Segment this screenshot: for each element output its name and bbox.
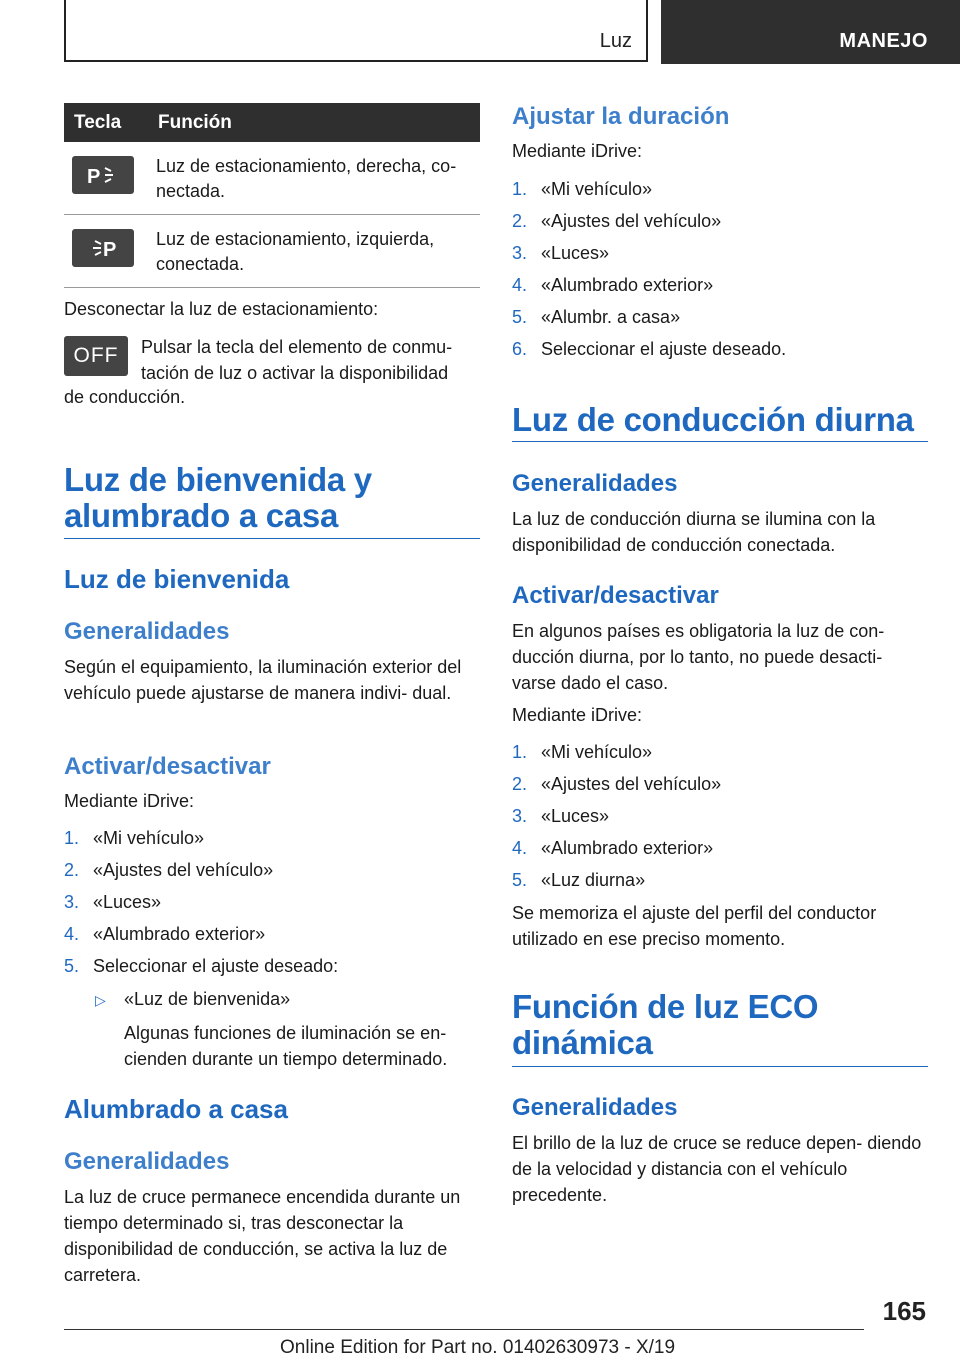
svg-text:P: P (103, 239, 117, 261)
disconnect-line-1: Pulsar la tecla del elemento de conmu- (141, 337, 453, 357)
welcome-sub-item: «Luz de bienvenida» (124, 989, 291, 1009)
table-cell-function: Luz de estacionamiento, derecha, co- nectada. (156, 142, 480, 215)
parking-light-left-icon (72, 229, 134, 267)
list-item: 6. Seleccionar el ajuste deseado. (512, 339, 787, 359)
duration-title: Ajustar la duración (512, 103, 730, 130)
header-section-title: Luz (599, 30, 632, 52)
welcome-steps-list (64, 822, 480, 982)
list-item: 5. «Luz diurna» (512, 870, 646, 890)
disconnect-line-2: tación de luz o activar la disponibilidad (141, 363, 449, 383)
table-row (64, 215, 480, 288)
duration-idrive-label: Mediante iDrive: (512, 141, 643, 161)
welcome-general-text: Según el equipamiento, la iluminación exterior del vehículo puede ajustarse de manera indivi- dual. (64, 657, 462, 703)
table-header-key: Tecla (64, 103, 156, 142)
footer-edition: Online Edition for Part no. 01402630973 - X/19 (280, 1337, 676, 1358)
section-rule (64, 538, 480, 539)
home-general-text: La luz de cruce permanece encendida durante un tiempo determinado si, tras desconectar la disponibilidad de conducción, se activa la luz de carretera. (64, 1187, 461, 1285)
welcome-subtitle: Luz de bienvenida (64, 564, 290, 594)
eco-general-heading: Generalidades (512, 1094, 678, 1121)
home-general-heading: Generalidades (64, 1148, 230, 1175)
list-item: 5. «Alumbr. a casa» (512, 307, 681, 327)
disconnect-line-3: de conducción. (64, 387, 186, 407)
disconnect-intro: Desconectar la luz de estacionamiento: (64, 299, 379, 319)
daytime-activate-heading: Activar/desactivar (512, 582, 719, 609)
welcome-sub-item-text: Algunas funciones de iluminación se en- cienden durante un tiempo determinado. (124, 1023, 448, 1069)
home-title: Alumbrado a casa (64, 1094, 288, 1124)
list-item: 4. «Alumbrado exterior» (64, 924, 266, 944)
welcome-general-heading: Generalidades (64, 618, 230, 645)
list-item: 2. «Ajustes del vehículo» (512, 211, 722, 231)
welcome-activate-heading: Activar/desactivar (64, 753, 271, 780)
welcome-idrive-label: Mediante iDrive: (64, 791, 195, 811)
header-section-box (64, 0, 648, 62)
list-item: 4. «Alumbrado exterior» (512, 275, 714, 295)
table-header-function: Función (156, 103, 480, 142)
daytime-idrive-label: Mediante iDrive: (512, 705, 643, 725)
table-row (64, 142, 480, 215)
key-function-table (64, 103, 480, 288)
list-item: 4. «Alumbrado exterior» (512, 838, 714, 858)
list-item: 2. «Ajustes del vehículo» (64, 860, 274, 880)
eco-title-line-1: Función de luz ECO (512, 988, 819, 1025)
svg-text:P: P (87, 166, 101, 188)
list-item: 1. «Mi vehículo» (512, 179, 653, 199)
off-button-icon: OFF (64, 336, 128, 376)
header-chapter-title: MANEJO (839, 30, 928, 52)
list-item: 5. Seleccionar el ajuste deseado: (64, 956, 339, 976)
page-number: 165 (882, 1296, 926, 1326)
daytime-steps-list (512, 736, 928, 896)
section-rule (512, 1066, 928, 1067)
daytime-activate-text: En algunos países es obligatoria la luz de con- ducción diurna, por lo tanto, no puede desacti- varse dado el caso. (512, 621, 885, 693)
section-rule (512, 441, 928, 442)
daytime-title: Luz de conducción diurna (512, 401, 914, 438)
footer-rule (64, 1329, 864, 1330)
list-item: 3. «Luces» (512, 243, 610, 263)
daytime-general-heading: Generalidades (512, 470, 678, 497)
list-item: 3. «Luces» (512, 806, 610, 826)
eco-title-line-2: dinámica (512, 1024, 653, 1061)
duration-steps-list (512, 173, 928, 365)
eco-general-text: El brillo de la luz de cruce se reduce depen- diendo de la velocidad y distancia con el vehículo precedente. (512, 1133, 922, 1205)
header-chapter-box (661, 0, 960, 64)
list-item: 1. «Mi vehículo» (64, 828, 205, 848)
daytime-general-text: La luz de conducción diurna se ilumina con la disponibilidad de conducción conectada. (512, 509, 876, 555)
list-item: 1. «Mi vehículo» (512, 742, 653, 762)
list-item: 2. «Ajustes del vehículo» (512, 774, 722, 794)
daytime-memory-text: Se memoriza el ajuste del perfil del conductor utilizado en ese preciso momento. (512, 903, 877, 949)
parking-light-right-icon (72, 156, 134, 194)
list-item: 3. «Luces» (64, 892, 162, 912)
welcome-title-line-2: alumbrado a casa (64, 497, 338, 534)
triangle-bullet-icon: ▷ (95, 992, 106, 1008)
table-cell-function: Luz de estacionamiento, izquierda, conectada. (156, 215, 480, 288)
welcome-title-line-1: Luz de bienvenida y (64, 461, 372, 498)
